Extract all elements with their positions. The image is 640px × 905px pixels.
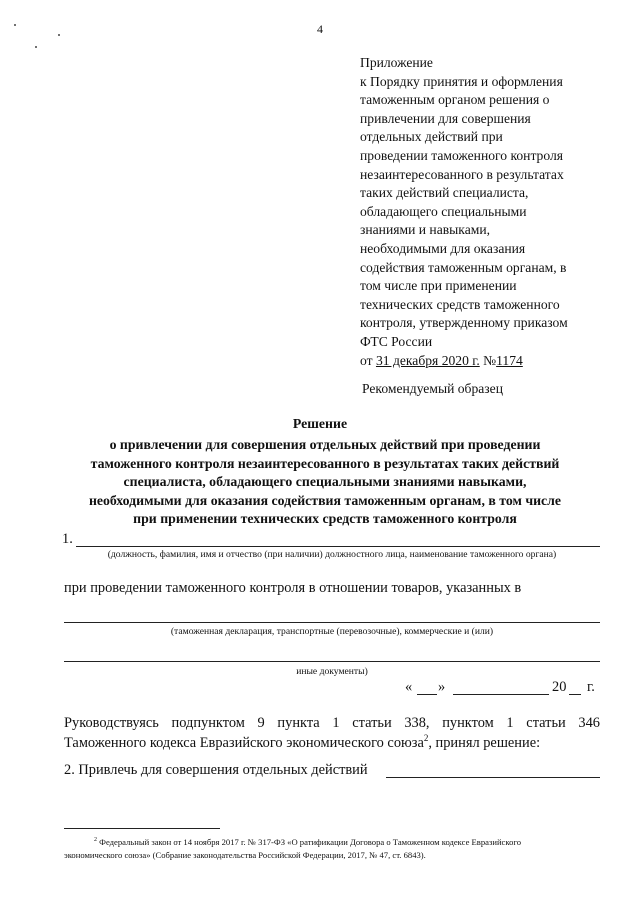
annex-line: необходимыми для оказания <box>360 240 526 256</box>
official-name-field[interactable] <box>76 546 600 547</box>
documents-caption-2: иные документы) <box>296 666 368 677</box>
date-month-field[interactable] <box>453 694 549 695</box>
annex-line: незаинтересованного в результатах <box>360 166 564 182</box>
page-number: 4 <box>317 22 323 36</box>
annex-line: Приложение <box>360 55 433 70</box>
item1-number: 1. <box>62 531 73 547</box>
subtitle-line: при применении технических средств таможенного контроля <box>133 511 517 526</box>
date-day-field[interactable] <box>417 694 437 695</box>
decision-title: Решение <box>292 416 348 431</box>
subtitle-line: специалиста, обладающего специальными знаниями навыками, <box>123 474 527 489</box>
sample-label: Рекомендуемый образец <box>362 381 503 396</box>
annex-block <box>360 54 610 370</box>
item2-text: 2. Привлечь для совершения отдельных действий <box>64 762 368 778</box>
documents-field-1[interactable] <box>64 622 600 623</box>
annex-line: технических средств таможенного <box>360 296 560 312</box>
goods-text: при проведении таможенного контроля в отношении товаров, указанных в <box>64 580 522 596</box>
order-date: 31 декабря 2020 г. <box>375 352 480 368</box>
footnote <box>64 834 609 862</box>
subtitle-line: таможенного контроля незаинтересованного в результатах таких действий <box>90 455 560 471</box>
date-close-quote: » <box>438 679 446 695</box>
date-open-quote: « <box>405 679 413 695</box>
order-number-prefix: № <box>479 352 497 368</box>
annex-line: содействия таможенным органам, в <box>360 259 567 275</box>
annex-line: контроля, утвержденному приказом <box>360 315 568 331</box>
guided-code-text: Таможенного кодекса Евразийского экономического союза <box>64 734 424 751</box>
annex-line: привлечении для совершения <box>360 110 531 126</box>
annex-line: ФТС России <box>360 333 433 349</box>
documents-caption-1: (таможенная декларация, транспортные (перевозочные), коммерческие и (или) <box>170 626 494 637</box>
annex-line: таких действий специалиста, <box>360 185 529 201</box>
order-number: 1174 <box>496 352 523 368</box>
footnote-line-1 <box>64 834 609 849</box>
footnote-text-1: Федеральный закон от 14 ноября 2017 г. № 317-ФЗ «О ратификации Договора о Таможенном кодексе Евразийского <box>97 836 521 847</box>
annex-line: таможенным органом решения о <box>360 92 550 108</box>
annex-line: проведении таможенного контроля <box>360 147 564 163</box>
footnote-line-2: экономического союза» (Собрание законодательства Российской Федерации, 2017, № 47, ст. 6843). <box>64 849 426 860</box>
footnote-marker: 2 <box>94 837 97 843</box>
guided-line-1: Руководствуясь подпунктом 9 пункта 1 статьи 338, пунктом 1 статьи 346 <box>64 715 600 731</box>
date-year-suffix: г. <box>587 679 595 695</box>
annex-order-date-line <box>360 352 610 371</box>
footnote-ref: 2 <box>423 733 429 743</box>
date-year-field[interactable] <box>569 694 581 695</box>
official-name-caption: (должность, фамилия, имя и отчество (при наличии) должностного лица, наименование таможенного органа) <box>107 549 557 560</box>
annex-line: обладающего специальными <box>360 203 527 219</box>
scan-speck <box>35 46 37 48</box>
annex-line: знаниями и навыками, <box>360 222 490 238</box>
documents-field-2[interactable] <box>64 661 600 662</box>
decision-subtitle <box>40 436 610 529</box>
specialist-field[interactable] <box>386 777 600 778</box>
order-date-prefix: от <box>360 352 376 368</box>
subtitle-line: необходимыми для оказания содействия таможенным органам, в том числе <box>88 492 562 508</box>
annex-line: к Порядку принятия и оформления <box>360 73 563 89</box>
guided-line-2 <box>64 733 540 752</box>
annex-line: отдельных действий при <box>360 129 503 145</box>
subtitle-line: о привлечении для совершения отдельных действий при проведении <box>109 437 541 452</box>
footnote-separator <box>64 828 220 829</box>
annex-line: том числе при применении <box>360 278 517 294</box>
date-year-prefix: 20 <box>552 679 567 695</box>
guided-end-text: , принял решение: <box>428 734 541 751</box>
